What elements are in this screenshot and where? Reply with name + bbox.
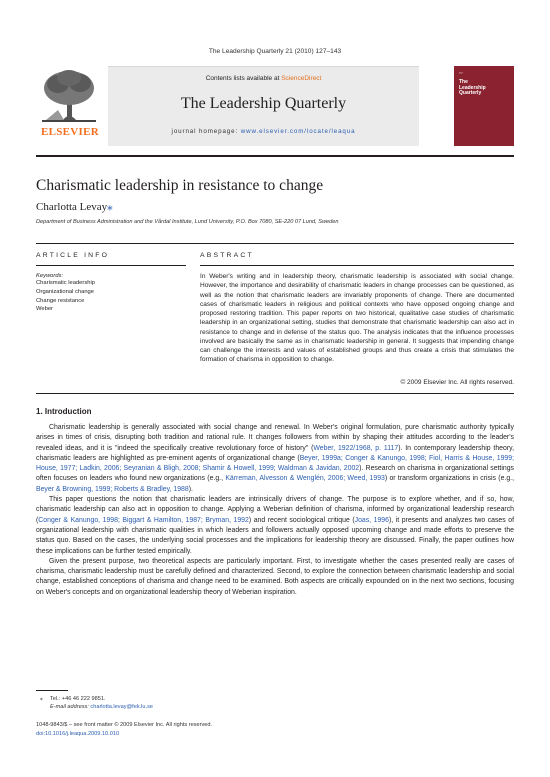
banner-center	[108, 66, 419, 146]
elsevier-wordmark: ELSEVIER	[40, 126, 100, 138]
homepage-link[interactable]: www.elsevier.com/locate/leaqua	[240, 128, 356, 135]
cover-line-1: The	[459, 79, 468, 85]
citation-link[interactable]: Beyer, 1999a; Conger & Kanungo, 1998; Fiol, Harris & House, 1999; House, 1977; Ladkin, 2006; Seyranian & Bligh, 2008; Shamir & Howell, 1999; Waldman & Javidan, 2002	[36, 454, 514, 473]
abstract-text: In Weber's writing and in leadership theory, charismatic leadership is associated with social change. However, the importance and desirability of charismatic leaders in change processes can be questioned, as well as the notion that charismatic leaders are invariably proponents of change. There are documented cases of charismatic leaders in religious and political contexts who have opposed ongoing change and proposed restoring tradition. This paper reports on two historical, qualitative case studies of charismatic leadership in an organizational setting, studies that demonstrate that charismatic leadership can also act in resistance to change and in defense of the status quo. The analysis indicates that the influence processes involved are basically the same as in charismatic leadership in general. It suggests that impending change can challenge the interests and values of established groups and thus create a crisis that stimulates the formation of charisma in opposition to change.	[200, 273, 514, 364]
keyword: Organizational change	[36, 288, 95, 295]
text-run: ).	[188, 485, 193, 493]
cover-line-3: Quarterly	[459, 90, 482, 96]
text-run: Charismatic leadership is generally associated with social change and renewal. In Weber's original formulation, pure charismatic authority typically arises in times of crisis, disrupting both tradition and rational rule. It changes followers from within by shaping their attitudes according to the leader's revealed ideas, and it is "indeed the specifically creative revolutionary force of history" (	[36, 424, 514, 452]
cover-ornament: ▪▪▪	[459, 71, 463, 75]
info-top-rule	[36, 243, 514, 244]
citation-link[interactable]: Weber, 1922/1968, p. 1117	[313, 444, 399, 452]
article-title: Charismatic leadership in resistance to change	[36, 177, 324, 194]
doi-link[interactable]: doi:10.1016/j.leaqua.2009.10.010	[36, 731, 120, 737]
text-run: ) and recent sociological critique (	[248, 516, 355, 524]
running-head: The Leadership Quarterly 21 (2010) 127–143	[208, 48, 342, 55]
sciencedirect-link[interactable]: ScienceDirect	[281, 75, 322, 82]
cover-title	[459, 80, 486, 97]
abstract-heading: ABSTRACT	[200, 252, 254, 259]
keyword: Charismatic leadership	[36, 280, 95, 286]
introduction-body	[36, 423, 514, 598]
paragraph: Given the present purpose, two theoretical aspects are particularly important. First, to investigate whether the cases presented really are cases of charisma, charismatic leadership must be carefully defined and characterized. Second, to explore the connection between charismatic leadership and social change, established conceptions of charisma and change need to be examined. Both aspects are critically expounded on in the next two sections, focusing on Weber's concepts and on organizational leadership theory of Weberian inspiration.	[36, 557, 514, 596]
footnote-email	[50, 704, 153, 710]
journal-homepage	[108, 128, 419, 135]
author-name: Charlotta Levay	[36, 201, 108, 213]
keyword: Weber	[36, 306, 53, 313]
footnote-marker: ⁎	[40, 696, 43, 702]
cover-line-2: Leadership	[459, 84, 486, 91]
citation-link[interactable]: Conger & Kanungo, 1998; Biggart & Hamilton, 1987; Bryman, 1992	[38, 516, 249, 524]
text-run: This paper questions the notion that charismatic leaders are intrinsically drivers of change. The purpose is to explore whether, and if so, how, charismatic leadership can also act in opposition to change. Applying a Weberian definition of charisma, informed by organizational leadership research (	[36, 496, 514, 524]
elsevier-logo	[36, 66, 102, 146]
abstract-copyright: © 2009 Elsevier Inc. All rights reserved.	[400, 379, 514, 386]
citation-link[interactable]: Kärreman, Alvesson & Wenglén, 2006; Weed, 1993	[225, 475, 385, 483]
author-footnote-marker[interactable]: ⁎	[107, 201, 113, 213]
email-link[interactable]: charlotta.levay@fek.lu.se	[90, 704, 153, 710]
footnote-tel: Tel.: +46 46 222 9851.	[50, 696, 106, 702]
article-info-heading: ARTICLE INFO	[36, 252, 110, 259]
keyword: Change resistance	[36, 297, 85, 304]
abstract-rule	[200, 265, 514, 266]
paragraph	[36, 423, 514, 495]
text-run: ), it presents and analyzes two cases of organizational leadership with charismatic qualities in which leaders and followers actually opposed upcoming change and made efforts to preserve the status quo. Based on the cases, the underlying social processes and the implications for leadership theory are discussed. Finally, the paper outlines how these implications can be further tested empirically.	[36, 516, 514, 555]
journal-banner	[36, 66, 514, 146]
abstract-bottom-rule	[36, 393, 514, 394]
citation-link[interactable]: Joas, 1996	[354, 516, 389, 524]
affiliation: Department of Business Administration and the Vårdal Institute, Lund University, P.O. Box 7080, SE-220 07 Lund, Sweden	[36, 219, 339, 225]
paragraph	[36, 495, 514, 557]
issn-line: 1048-9843/$ – see front matter © 2009 Elsevier Inc. All rights reserved.	[36, 722, 213, 728]
journal-title: The Leadership Quarterly	[180, 95, 347, 112]
email-label: E-mail address:	[50, 704, 89, 710]
keywords-block	[36, 273, 186, 314]
article-info-rule	[36, 265, 186, 266]
header-divider	[36, 155, 514, 157]
citation-link[interactable]: Beyer & Browning, 1999; Roberts & Bradley, 1988	[36, 485, 189, 493]
author-line	[36, 200, 113, 213]
contents-prefix: Contents lists available at	[205, 75, 282, 82]
text-run: ). Research on charisma in organizational settings often focuses on leaders who found new organizations (e.g.,	[36, 465, 514, 483]
elsevier-tree-icon	[36, 66, 102, 126]
homepage-prefix: journal homepage:	[171, 128, 241, 135]
keywords-label: Keywords:	[36, 273, 64, 279]
section-heading: 1. Introduction	[36, 407, 92, 416]
footnote-rule	[36, 690, 68, 691]
text-run: ) or transform organizations in crisis (e.g.,	[384, 475, 514, 483]
text-run: ). In contemporary leadership theory, charismatic leaders are highlighted as pre-eminent agents of organizational change (	[36, 444, 514, 462]
journal-cover	[454, 66, 514, 146]
contents-line	[108, 75, 419, 82]
